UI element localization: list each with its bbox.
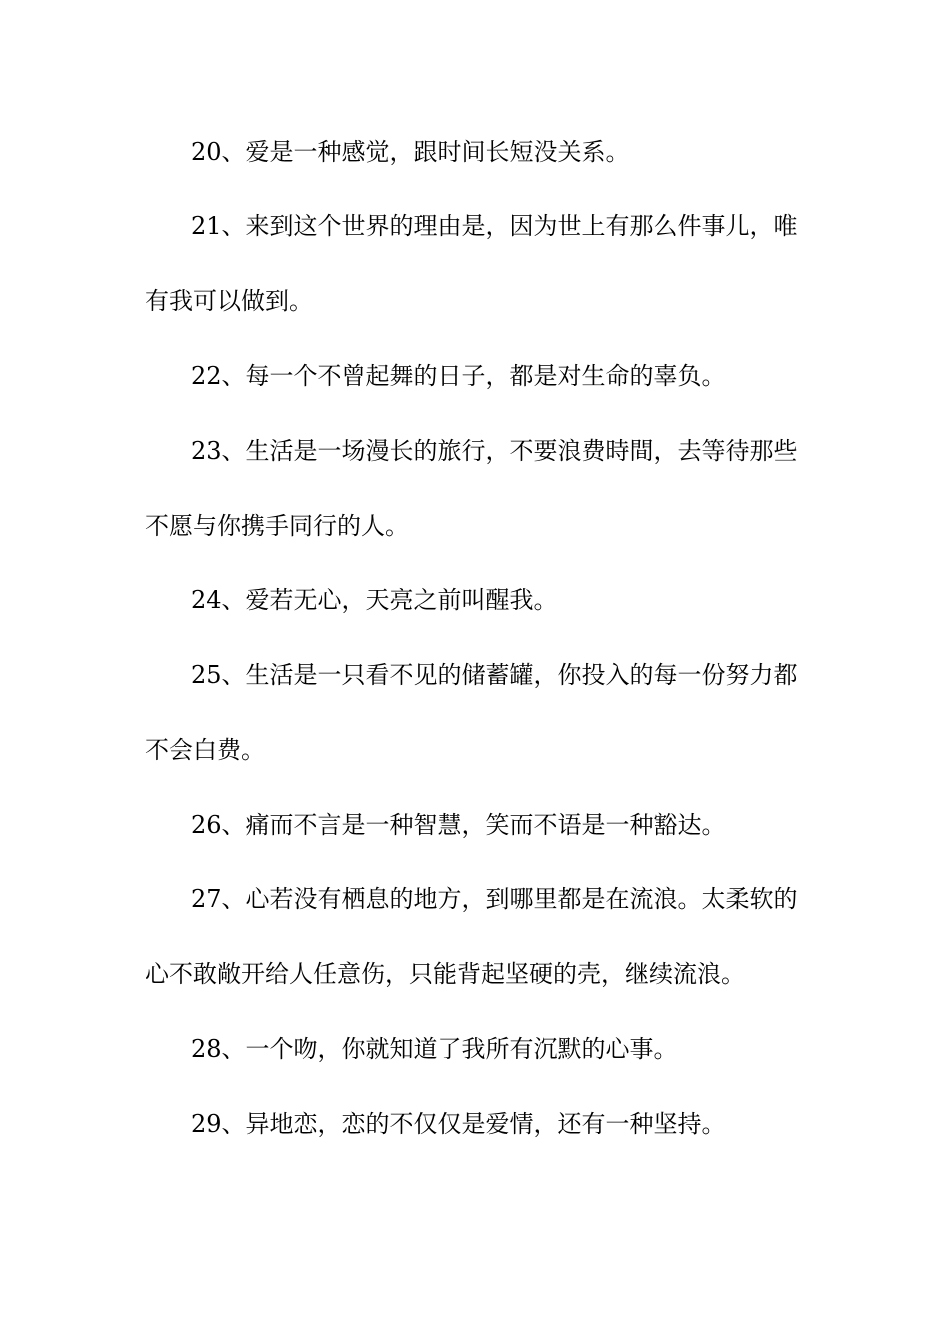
text-line-22: 22、每一个不曾起舞的日子，都是对生命的辜负。 [191,362,726,390]
text-line-24: 24、爱若无心，天亮之前叫醒我。 [191,586,558,614]
text-line-27-cont: 心不敢敞开给人任意伤，只能背起坚硬的壳，继续流浪。 [145,960,745,988]
text-line-25-cont: 不会白费。 [145,736,265,764]
text-line-23: 23、生活是一场漫长的旅行，不要浪费時間，去等待那些 [191,437,798,465]
text-line-25: 25、生活是一只看不见的储蓄罐，你投入的每一份努力都 [191,661,798,689]
text-line-21: 21、来到这个世界的理由是，因为世上有那么件事儿，唯 [191,212,798,240]
text-line-20: 20、爱是一种感觉，跟时间长短没关系。 [191,138,630,166]
text-line-21-cont: 有我可以做到。 [145,287,313,315]
text-line-28: 28、一个吻，你就知道了我所有沉默的心事。 [191,1035,678,1063]
text-line-26: 26、痛而不言是一种智慧，笑而不语是一种豁达。 [191,811,726,839]
text-line-23-cont: 不愿与你携手同行的人。 [145,512,409,540]
text-line-27: 27、心若没有栖息的地方，到哪里都是在流浪。太柔软的 [191,885,798,913]
text-line-29: 29、异地恋，恋的不仅仅是爱情，还有一种坚持。 [191,1110,726,1138]
